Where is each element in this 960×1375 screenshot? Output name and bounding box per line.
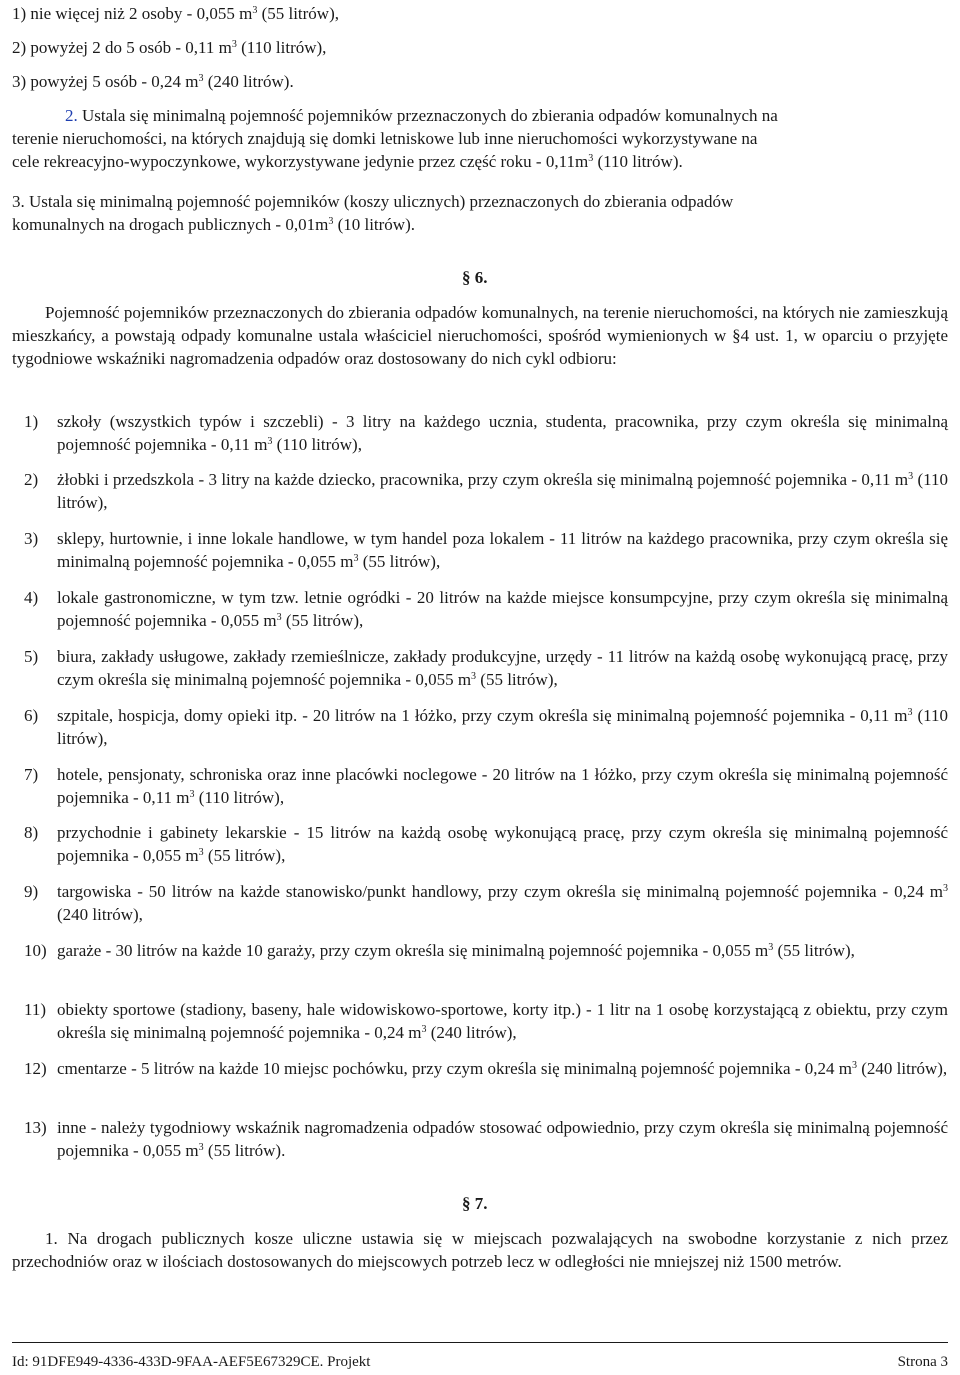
document-id: Id: 91DFE949-4336-433D-9FAA-AEF5E67329CE. Projekt <box>12 1354 371 1370</box>
list-item: 4) lokale gastronomiczne, w tym tzw. letnie ogródki - 20 litrów na każde miejsce konsumpcyjne, przy czym określa się minimalną pojemność pojemnika - 0,055 $m^3$ (55 litrów), <box>24 588 948 630</box>
section-heading-6: § 6. <box>462 268 488 287</box>
list-item: 3) powyżej 5 osób - 0,24 $m^3$ (240 litrów). <box>12 72 294 91</box>
list-item: 6) szpitale, hospicja, domy opieki itp. - 20 litrów na 1 łóżko, przy czym określa się minimalną pojemność pojemnika - 0,11 $m^3$ (110 litrów), <box>24 706 948 748</box>
section-7-paragraph-1: 1. Na drogach publicznych kosze uliczne ustawia się w miejscach pozwalających na swobodne korzystanie z nich przez przechodniów oraz w ilościach dostosowanych do miejscowych potrzeb lecz w odległości nie mniejszej niż 1500 metrów. <box>12 1229 948 1271</box>
paragraph-2: 2. Ustala się minimalną pojemność pojemników przeznaczonych do zbierania odpadów komunalnych na terenie nieruchomości, na których znajdują się domki letniskowe lub inne nieruchomości wykorzystywane na cele rekreacyjno-wypoczynkowe, wykorzystywane jedynie przez część roku - $0,11m^3$ (110 litrów). <box>12 106 778 171</box>
paragraph-number: 2. <box>65 106 78 125</box>
footer-divider <box>12 1342 948 1343</box>
list-item: 8) przychodnie i gabinety lekarskie - 15 litrów na każdą osobę wykonującą pracę, przy czym określa się minimalną pojemność pojemnika - 0,055 $m^3$ (55 litrów), <box>24 823 948 865</box>
page-number: Strona 3 <box>897 1354 948 1370</box>
list-item: 9) targowiska - 50 litrów na każde stanowisko/punkt handlowy, przy czym określa się minimalną pojemność pojemnika - 0,24 $m^3$ (240 litrów), <box>24 882 948 924</box>
list-item: 13) inne - należy tygodniowy wskaźnik nagromadzenia odpadów stosować odpowiednio, przy czym określa się minimalną pojemność pojemnika - 0,055 $m^3$ (55 litrów). <box>24 1118 948 1160</box>
list-item: 7) hotele, pensjonaty, schroniska oraz inne placówki noclegowe - 20 litrów na 1 łóżko, przy czym określa się minimalną pojemność pojemnika - 0,11 $m^3$ (110 litrów), <box>24 765 948 807</box>
paragraph-3: 3. Ustala się minimalną pojemność pojemników (koszy ulicznych) przeznaczonych do zbierania odpadów komunalnych na drogach publicznych - $0,01m^3$ (10 litrów). <box>12 192 734 234</box>
list-item: 1) szkoły (wszystkich typów i szczebli) - 3 litry na każdego ucznia, studenta, pracownika, przy czym określa się minimalną pojemność pojemnika - 0,11 $m^3$ (110 litrów), <box>24 412 948 454</box>
list-item: 2) powyżej 2 do 5 osób - 0,11 $m^3$ (110 litrów), <box>12 38 327 57</box>
list-item: 10) garaże - 30 litrów na każde 10 garaży, przy czym określa się minimalną pojemność pojemnika - 0,055 $m^3$ (55 litrów), <box>24 941 855 960</box>
list-item: 11) obiekty sportowe (stadiony, baseny, hale widowiskowo-sportowe, korty itp.) - 1 litr na 1 osobę korzystającą z obiektu, przy czym określa się minimalną pojemność pojemnika - 0,24 $m^3$ (240 litrów), <box>24 1000 948 1042</box>
top-list <box>12 2 948 25</box>
list-item: 5) biura, zakłady usługowe, zakłady rzemieślnicze, zakłady produkcyjne, urzędy - 11 litrów na każdą osobę wykonującą pracę, przy czym określa się minimalną pojemność pojemnika - 0,055 $m^3$ (55 litrów), <box>24 647 948 689</box>
section-6-intro: Pojemność pojemników przeznaczonych do zbierania odpadów komunalnych, na terenie nieruchomości, na których nie zamieszkują mieszkańcy, a powstają odpady komunalne ustala właściciel nieruchomości, spośród wymienionych w §4 ust. 1, w oparciu o przyjęte tygodniowe wskaźniki nagromadzenia odpadów oraz dostosowany do nich cykl odbioru: <box>12 303 948 368</box>
list-item: 2) żłobki i przedszkola - 3 litry na każde dziecko, pracownika, przy czym określa się minimalną pojemność pojemnika - 0,11 $m^3$ (110 litrów), <box>24 470 948 512</box>
list-item: 1) nie więcej niż 2 osoby - 0,055 $m^3$ (55 litrów), <box>12 4 339 23</box>
list-item: 12) cmentarze - 5 litrów na każde 10 miejsc pochówku, przy czym określa się minimalną pojemność pojemnika - 0,24 $m^3$ (240 litrów), <box>24 1059 948 1078</box>
section-heading-7: § 7. <box>462 1194 488 1213</box>
list-item: 3) sklepy, hurtownie, i inne lokale handlowe, w tym handel poza lokalem - 11 litrów na każdego pracownika, przy czym określa się minimalną pojemność pojemnika - 0,055 $m^3$ (55 litrów), <box>24 529 948 571</box>
